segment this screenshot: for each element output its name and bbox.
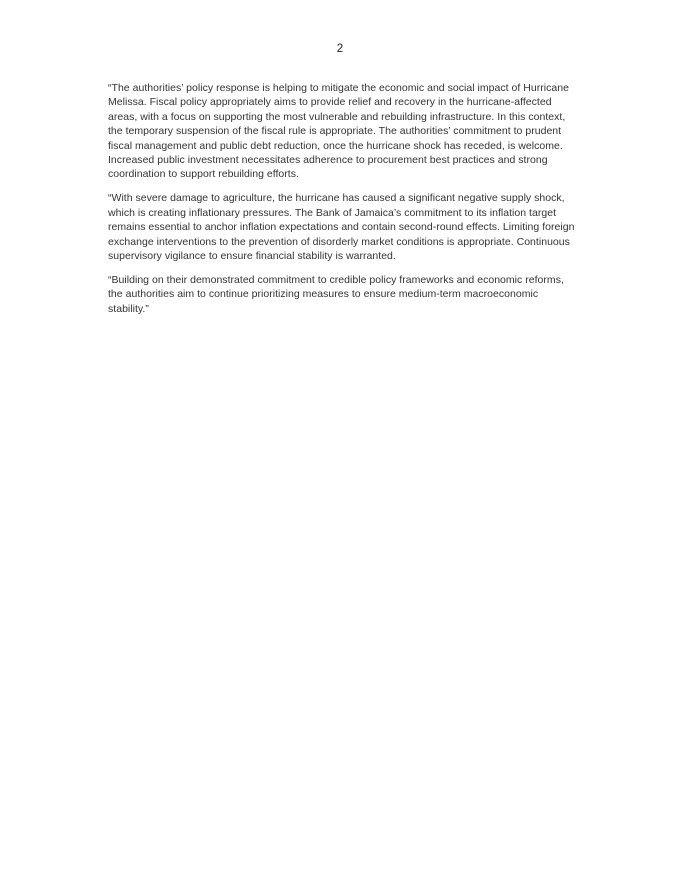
page-number: 2 bbox=[336, 43, 344, 55]
paragraph-fiscal-policy: “The authorities’ policy response is helping to mitigate the economic and social impact of Hurricane Melissa. Fiscal policy appropriately aims to provide relief and recovery in the hurricane-affected areas, with a focus on supporting the most vulnerable and rebuilding infrastructure. In this context, the temporary suspension of the fiscal rule is appropriate. The authorities’ commitment to prudent fiscal management and public debt reduction, once the hurricane shock has receded, is welcome. Increased public investment necessitates adherence to procurement best practices and strong coordination to support rebuilding efforts. bbox=[108, 82, 569, 181]
document-body bbox=[108, 81, 576, 326]
paragraph-monetary-policy: “With severe damage to agriculture, the hurricane has caused a significant negative supply shock, which is creating inflationary pressures. The Bank of Jamaica’s commitment to its inflation target remains essential to anchor inflation expectations and contain second-round effects. Limiting foreign exchange interventions to the prevention of disorderly market conditions is appropriate. Continuous supervisory vigilance to ensure financial stability is warranted. bbox=[108, 192, 575, 262]
paragraph-reforms: “Building on their demonstrated commitment to credible policy frameworks and economic reforms, the authorities aim to continue prioritizing measures to ensure medium-term macroeconomic stability.” bbox=[108, 273, 564, 315]
